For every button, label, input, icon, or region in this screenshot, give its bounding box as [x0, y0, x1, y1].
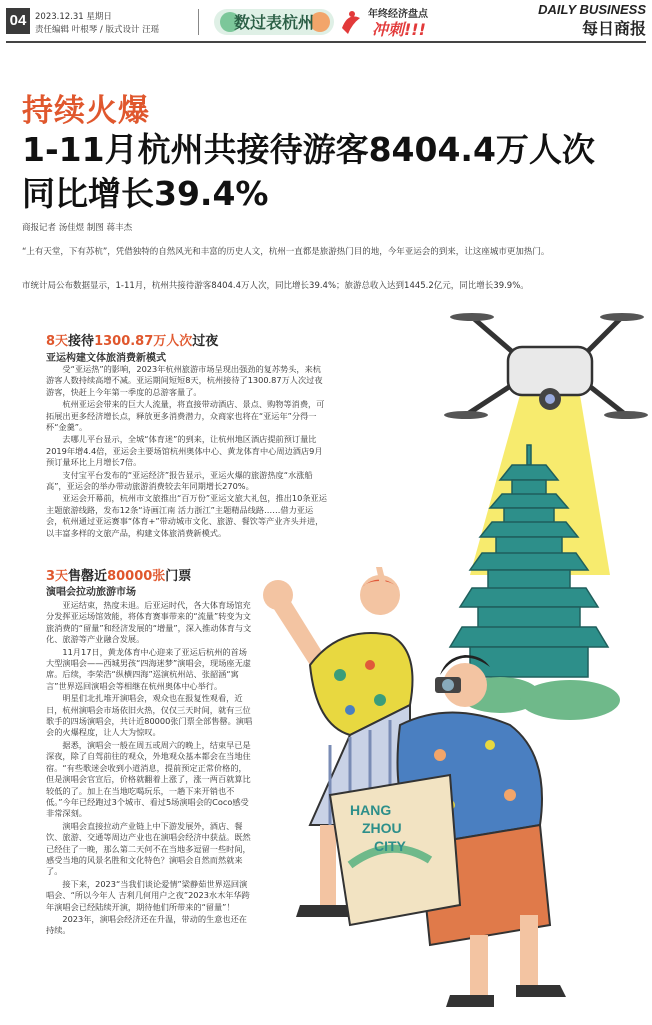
byline: 商报记者 汤佳煜 制图 蒋丰杰 [22, 223, 133, 233]
section1-paragraph: 受“亚运热”的影响，2023年杭州旅游市场呈现出强劲的复苏势头，来杭游客人数持续高增不减。亚运期间短短8天，杭州接待了1300.87万人次过夜游客，快赶上今年第一季度的总游客量了。 [46, 364, 323, 397]
banner-shuo-hangzhou [212, 6, 338, 38]
header-divider [198, 9, 199, 35]
section2-paragraph: 明星们北扎堆开演唱会，观众也在报复性观看，近日，杭州演唱会市场依旧火热，仅仅三天时间，就有三位歌手的四场演唱会，共计近80000张门票全部售罄。演唱会的火爆程度，让人大为惊叹。 [46, 693, 253, 738]
editor-credit: 责任编辑 叶根琴 / 版式设计 汪瑶 [35, 25, 160, 35]
map-text-zhou: ZHOU [362, 820, 402, 836]
lead-paragraph-1: “上有天堂，下有苏杭”，凭借独特的自然风光和丰富的历史人文，杭州一直都是旅游热门目的地，今年亚运会的到来，让这座城市更加热门。 [22, 247, 550, 257]
issue-date: 2023.12.31 星期日 [35, 12, 112, 22]
section2-head-mid: 售罄近 [68, 569, 108, 584]
section2-paragraph: 接下来，2023“当我们谈论爱情”梁静茹世界巡回演唱会、“所以今年人 吉利几何用户之夜”2023水木年华跨年演唱会已经陆续开演，期待他们所带来的“留量”！ [46, 878, 250, 912]
section2-paragraph: 2023年，演唱会经济还在升温，带动的生意也还在持续。 [46, 913, 247, 936]
section1-paragraph: 杭州亚运会带来的巨大人流量，将直接带动酒店、景点、购物等消费，可拓展出更多经济增长点，释放更多消费潜力，众商家也将在“亚运年”分得一杯“金羹”。 [46, 399, 325, 433]
header-rule [6, 41, 646, 43]
section1-head-mid: 接待 [68, 334, 95, 349]
section1-paragraph: 亚运会开幕前，杭州市文旅推出“百万份”亚运文旅大礼包，推出10条亚运主题旅游线路，发布12条“诗画江南 活力浙江”主题精品线路……借力亚运会，杭州通过亚运赛事“体育+”带动城市文化、旅游、餐饮等产业齐头并进，以丰富多样的文旅产品，构建文体旅消费新模式。 [46, 493, 327, 538]
banner-year-end [338, 4, 450, 40]
headline-kicker: 持续火爆 [22, 93, 150, 129]
section2-head-suffix: 门票 [165, 569, 192, 584]
section2-heading [46, 565, 191, 584]
section2-head-prefix: 3天 [46, 569, 69, 584]
section2-paragraph: 据悉，演唱会一般在周五或周六的晚上，结束早已是深夜，除了自驾前往的观众，外地观众基本都会在当地住宿。“有些歌迷会收到小道消息，提前预定正常价格的，但是演唱会官宣后，价格就翻着上涨了，涨一两百就算比较低的了。加上在当地吃喝玩乐，一趟下来开销也不低。”今年已经跑过3个城市、看过5场演唱会的Coco感受非常深刻。 [46, 739, 251, 819]
headline-line-1: 1-11月杭州共接待游客8404.4万人次 [22, 130, 595, 169]
section2-paragraph: 11月17日，黄龙体育中心迎来了亚运后杭州的首场大型演唱会——西城男孩“四海迷梦”演唱会，现场座无虚席。后续，李荣浩“纵横四海”巡演杭州站、张韶涵“寓言”世界巡回演唱会等相继在杭州奥体中心举行。 [46, 646, 251, 691]
city-map-icon [330, 775, 460, 925]
section1-paragraph: 去哪儿平台显示，全城“体育迷”的到来，让杭州地区酒店提前预订量比2019年增4.4倍，亚运会主要场馆杭州奥体中心、黄龙体育中心周边酒店9月预订量环比上月增长7倍。 [46, 434, 323, 468]
section1-head-prefix: 8天 [46, 334, 69, 349]
drone-icon [444, 313, 648, 419]
paper-name-cn: 每日商报 [581, 19, 646, 38]
map-text-hang: HANG [350, 802, 392, 818]
section2-body [46, 600, 254, 1016]
map-text-city: CITY [374, 838, 406, 854]
section1-head-number: 1300.87万人次 [94, 334, 193, 349]
banner-right-top-text: 年终经济盘点 [368, 9, 428, 20]
section1-paragraph: 支付宝平台发布的“亚运经济”报告显示，亚运火爆的旅游热度“水涨船高”，亚运会的举办带动旅游消费较去年同期增长270%。 [46, 469, 313, 492]
lead-paragraph-2: 市统计局公布数据显示，1-11月，杭州共接待游客8404.4万人次，同比增长39.4%；旅游总收入达到1445.2亿元，同比增长39.9%。 [22, 281, 529, 291]
headline-line-2: 同比增长39.4% [22, 174, 269, 213]
section2-paragraph: 演唱会直接拉动产业链上中下游发展外，酒店、餐饮、旅游、交通等周边产业也在演唱会经济中获益。既然已经住了一晚，那么第二天何不在当地多逗留一些时间，感受当地的风景名胜和文化特色？演唱会自然而然就来了。 [46, 820, 251, 877]
page-number: 04 [6, 8, 30, 34]
section1-head-suffix: 过夜 [192, 334, 219, 349]
banner-left-text: 数过表杭州 [233, 13, 315, 32]
paper-name-en: DAILY BUSINESS [538, 2, 646, 17]
section1-body [46, 364, 328, 559]
banner-right-bottom-text: 冲刺!!! [372, 20, 426, 39]
section1-subheading: 亚运构建文体旅消费新模式 [46, 353, 166, 364]
section2-head-number: 80000张 [107, 569, 166, 584]
section2-paragraph: 亚运结束，热度未退。后亚运时代，各大体育场馆充分发挥亚运场馆效能，将体育赛事带来的“流量”转变为文旅消费的“留量”和经济发展的“增量”，深入推动体育与文化、旅游等产业融合发展。 [46, 600, 252, 645]
section2-subheading: 演唱会拉动旅游市场 [46, 587, 136, 598]
section1-heading [46, 330, 218, 349]
